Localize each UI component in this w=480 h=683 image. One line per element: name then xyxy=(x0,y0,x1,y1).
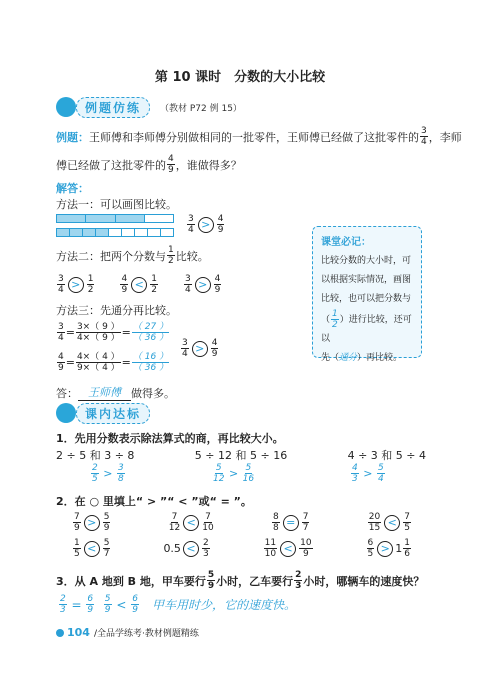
solution-label: 解答： xyxy=(56,182,89,195)
method-3-line-2: $\frac{4}{9}$ = $\frac{4\times( 4 )}{9\times( 4 )}$ = $\frac{( 16 )}{( 36 )}$ xyxy=(58,352,169,373)
method-3-compare: $\frac{3}{4}$ > $\frac{4}{9}$ xyxy=(182,338,218,359)
fraction: $\frac{4}{9}$ xyxy=(168,154,174,175)
mascot-icon xyxy=(56,97,76,117)
method-3-line-1: $\frac{3}{4}$ = $\frac{3\times( 9 )}{4\times( 9 )}$ = $\frac{( 27 )}{( 36 )}$ xyxy=(58,322,169,343)
example-line-2 xyxy=(56,154,242,175)
answer-value: 王师傅 xyxy=(78,384,131,401)
page-number: 104 xyxy=(67,626,90,639)
q1-answer-3: $\frac{4}{3}$ > $\frac{5}{4}$ xyxy=(352,463,384,484)
method-3-text: 方法三：先通分再比较。 xyxy=(56,304,177,317)
q1-answer-1: $\frac{2}{5}$ > $\frac{3}{8}$ xyxy=(92,463,124,484)
example-banner xyxy=(56,98,242,116)
q2-title: 2．在 ○ 里填上“ > ”“ < ”或“ = ”。 xyxy=(56,495,252,508)
q1-expressions: 2 ÷ 5 和 3 ÷ 8 5 ÷ 12 和 5 ÷ 16 4 ÷ 3 和 5 ÷ 4 xyxy=(56,449,426,462)
example-text: ，谁做得多？ xyxy=(175,158,242,172)
classroom-note: 课堂必记： 比较分数的大小时，可 以根据实际情况，画图 比较，也可以把分数与 （ $\frac{1}{2}$ ）进行比较，还可以 先（通分）再比较。 xyxy=(312,226,422,358)
method-2-compare: $\frac{3}{4}$ > $\frac{1}{2}$ $\frac{4}{9}$ < $\frac{1}{2}$ $\frac{3}{4}$ > $\frac{4}{9}$ xyxy=(58,274,221,295)
method-1-text: 方法一：可以画图比较。 xyxy=(56,198,177,211)
example-text: 王师傅和李师傅分别做相同的一批零件，王师傅已经做了这批零件的 xyxy=(89,130,419,144)
q2-row-2: $\frac{1}{5}$ < $\frac{5}{7}$ 0.5 < $\frac{2}{3}$ $\frac{11}{10}$ < $\frac{10}{9}$ $\frac{6}{5}$ > 1 $\frac{1}{6}$ xyxy=(74,538,410,559)
mascot-icon xyxy=(56,403,76,423)
bar-quarters xyxy=(56,214,174,223)
q1-title: 1．先用分数表示除法算式的商，再比较大小。 xyxy=(56,432,284,445)
book-name: /全品学练考·教材例题精练 xyxy=(93,629,199,639)
lesson-title: 第 10 课时 分数的大小比较 xyxy=(154,70,326,85)
example-text: 傅已经做了这批零件的 xyxy=(56,158,166,172)
bar-ninths xyxy=(56,228,174,237)
answer-line: 答： 王师傅 做得多。 xyxy=(56,386,175,400)
bulb-icon xyxy=(56,629,64,637)
fraction: $\frac{3}{4}$ xyxy=(421,126,427,147)
q1-answer-2: $\frac{5}{12}$ > $\frac{5}{16}$ xyxy=(213,463,255,484)
q3-work: $\frac{2}{3}$ = $\frac{6}{9}$ $\frac{5}{9}$ < $\frac{6}{9}$ 甲车用时少，它的速度快。 xyxy=(60,594,296,615)
example-banner-label: 例题仿练 xyxy=(76,97,150,118)
textbook-reference: （教材 P72 例 15） xyxy=(160,103,242,114)
method-1-compare: $\frac{3}{4}$ > $\frac{4}{9}$ xyxy=(188,214,224,235)
q3-question: 3．从 A 地到 B 地，甲车要行 $\frac{5}{9}$ 小时，乙车要行 $\frac{2}{3}$ 小时，哪辆车的速度快？ xyxy=(56,570,425,591)
practice-banner xyxy=(56,404,150,422)
example-line-1 xyxy=(56,126,462,147)
q3-conclusion: 甲车用时少，它的速度快。 xyxy=(151,598,296,612)
method-2-text: 方法二：把两个分数与 $\frac{1}{2}$ 比较。 xyxy=(56,245,209,266)
practice-banner-label: 课内达标 xyxy=(76,403,150,424)
answer-circle: > xyxy=(198,217,214,233)
note-heading: 课堂必记： xyxy=(321,237,371,248)
q2-row-1: $\frac{7}{9}$ > $\frac{5}{9}$ $\frac{7}{12}$ < $\frac{7}{10}$ $\frac{8}{8}$ = $\frac{7}{7}$ $\frac{20}{15}$ < $\frac{7}{5}$ xyxy=(74,512,410,533)
example-text: ，李师 xyxy=(428,130,462,144)
example-label: 例题： xyxy=(56,130,89,144)
page-footer xyxy=(56,626,199,639)
